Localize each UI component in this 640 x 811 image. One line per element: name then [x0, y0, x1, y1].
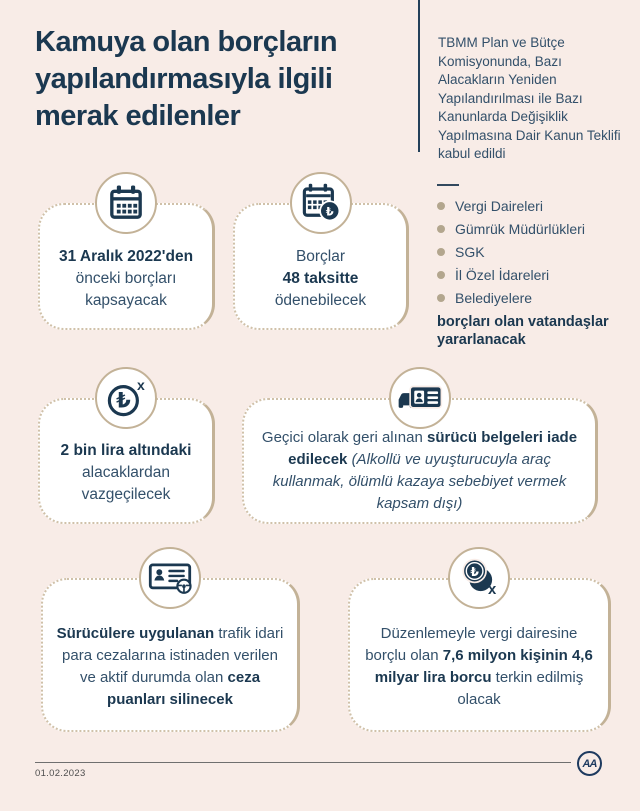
lira-coins-cancel-icon: [457, 557, 501, 599]
card-text: Sürücülere uygulanan trafik idari para cezalarına istinaden verilen ve aktif durumda olan ceza puanları silinecek: [56, 625, 284, 708]
card-text: 31 Aralık 2022'den önceki borçları kapsayacak: [58, 247, 194, 309]
page-title-line: Kamuya olan borçların: [35, 26, 338, 58]
calendar-icon: [106, 183, 146, 223]
page-title-line: merak edilenler: [35, 100, 241, 132]
svg-text:₺: ₺: [325, 204, 334, 219]
list-item: Vergi Daireleri: [437, 198, 627, 214]
card-text: Düzenlemeyle vergi dairesine borçlu olan 7,6 milyon kişinin 4,6 milyar lira borcu terkin edilmiş olacak: [365, 625, 593, 708]
list-item: İl Özel İdareleri: [437, 267, 627, 283]
svg-text:₺: ₺: [470, 564, 479, 579]
drivers-license-car-icon: [397, 381, 443, 415]
page-title-line: yapılandırmasıyla ilgili: [35, 63, 333, 95]
publish-date: 01.02.2023: [35, 768, 86, 779]
page-title: [35, 24, 425, 135]
list-item: Gümrük Müdürlükleri: [437, 221, 627, 237]
card-text: Geçici olarak geri alınan sürücü belgeleri iade edilecek (Alkollü ve uyuşturucuyla araç kullanmak, ölümlü kazaya sebebiyet vermek kapsam dışı): [261, 429, 578, 512]
icon-circle: [448, 547, 510, 609]
svg-text:₺: ₺: [116, 388, 131, 413]
lira-cancel-icon: [105, 377, 147, 419]
card-text: Borçlar 48 taksitte ödenebilecek: [274, 247, 367, 309]
list-dash-divider: [437, 184, 459, 186]
icon-circle: [389, 367, 451, 429]
icon-circle: [139, 547, 201, 609]
svg-text:x: x: [487, 581, 497, 598]
beneficiaries-items: [437, 198, 627, 306]
svg-text:x: x: [136, 377, 145, 394]
vertical-divider: [418, 0, 420, 152]
beneficiaries-footer: borçları olan vatandaşlar yararlanacak: [437, 314, 609, 348]
calendar-lira-icon: [300, 182, 342, 224]
anadolu-agency-logo: AA: [577, 751, 602, 776]
subtitle-text: TBMM Plan ve Bütçe Komisyonunda, Bazı Alacakların Yeniden Yapılandırılması ile Bazı Kanunlarda Değişiklik Yapılmasına Dair Kanun Teklifi kabul edildi: [438, 35, 621, 161]
icon-circle: [95, 172, 157, 234]
list-item: SGK: [437, 244, 627, 260]
list-item: Belediyelere: [437, 290, 627, 306]
footer-divider: [35, 762, 571, 763]
icon-circle: [290, 172, 352, 234]
beneficiaries-list: [437, 184, 627, 349]
license-penalty-points-icon: [147, 560, 193, 596]
icon-circle: [95, 367, 157, 429]
card-text: 2 bin lira altındaki alacaklardan vazgeçilecek: [60, 442, 192, 503]
